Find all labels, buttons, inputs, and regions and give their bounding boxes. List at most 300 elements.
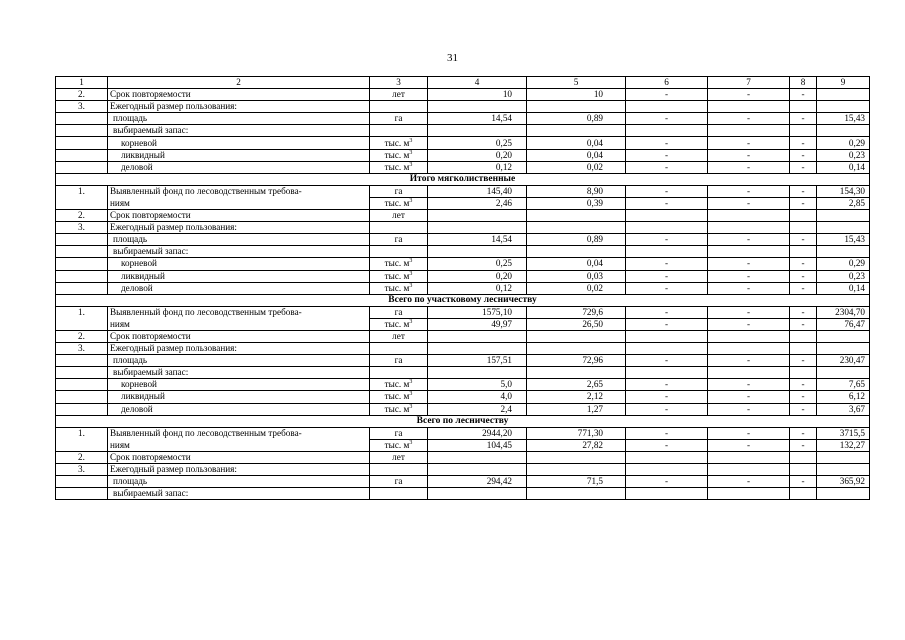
unit-cell bbox=[370, 367, 428, 379]
row-number-cell: 1. bbox=[56, 427, 108, 439]
value-cell bbox=[626, 210, 708, 222]
row-number-cell bbox=[56, 113, 108, 125]
column-number-header-row bbox=[56, 77, 870, 89]
value-cell: 14,54 bbox=[428, 234, 527, 246]
table-row bbox=[56, 427, 870, 439]
value-cell: 729,6 bbox=[527, 306, 626, 318]
indicator-cell: Выявленный фонд по лесоводственным требова- bbox=[108, 306, 370, 318]
value-cell bbox=[428, 101, 527, 113]
unit-base: тыс. м bbox=[384, 391, 410, 402]
value-cell bbox=[626, 488, 708, 500]
value-cell: 5,0 bbox=[428, 379, 527, 391]
value-cell bbox=[428, 367, 527, 379]
value-cell: 2,85 bbox=[817, 197, 870, 209]
unit-cell bbox=[370, 197, 428, 209]
value-cell: - bbox=[626, 391, 708, 403]
value-cell bbox=[817, 125, 870, 137]
value-cell: - bbox=[708, 439, 790, 451]
table-row bbox=[56, 89, 870, 101]
value-cell: - bbox=[626, 403, 708, 415]
table-row bbox=[56, 258, 870, 270]
value-cell: - bbox=[790, 185, 817, 197]
value-cell: - bbox=[708, 282, 790, 294]
section-heading: Всего по лесничеству bbox=[56, 415, 870, 427]
value-cell bbox=[790, 451, 817, 463]
unit-cell: га bbox=[370, 306, 428, 318]
value-cell: - bbox=[626, 137, 708, 149]
value-cell: - bbox=[790, 137, 817, 149]
row-number-cell bbox=[56, 258, 108, 270]
unit-cell: лет bbox=[370, 330, 428, 342]
indicator-cell: деловой bbox=[108, 403, 370, 415]
value-cell bbox=[817, 246, 870, 258]
table-row bbox=[56, 403, 870, 415]
unit-superscript: 3 bbox=[409, 270, 413, 277]
value-cell: 0,20 bbox=[428, 270, 527, 282]
table-row bbox=[56, 464, 870, 476]
value-cell bbox=[708, 210, 790, 222]
unit-cell: га bbox=[370, 355, 428, 367]
indicator-cell: Срок повторяемости bbox=[108, 89, 370, 101]
unit-cell bbox=[370, 403, 428, 415]
value-cell: 3715,5 bbox=[817, 427, 870, 439]
value-cell bbox=[527, 451, 626, 463]
value-cell: 2,46 bbox=[428, 197, 527, 209]
value-cell bbox=[428, 246, 527, 258]
unit-superscript: 3 bbox=[409, 379, 413, 386]
value-cell: - bbox=[790, 379, 817, 391]
value-cell: - bbox=[790, 197, 817, 209]
indicator-cell: Ежегодный размер пользования: bbox=[108, 343, 370, 355]
value-cell: - bbox=[626, 185, 708, 197]
value-cell bbox=[708, 343, 790, 355]
value-cell: - bbox=[708, 318, 790, 330]
indicator-cell: Ежегодный размер пользования: bbox=[108, 101, 370, 113]
value-cell: 0,23 bbox=[817, 270, 870, 282]
value-cell: - bbox=[790, 306, 817, 318]
table-row bbox=[56, 222, 870, 234]
table-row bbox=[56, 391, 870, 403]
unit-base: тыс. м bbox=[384, 149, 410, 160]
value-cell: - bbox=[708, 403, 790, 415]
unit-base: тыс. м bbox=[384, 197, 410, 208]
indicator-cell: ликвидный bbox=[108, 149, 370, 161]
value-cell: 72,96 bbox=[527, 355, 626, 367]
value-cell: - bbox=[708, 391, 790, 403]
value-cell: 0,04 bbox=[527, 149, 626, 161]
value-cell: - bbox=[626, 282, 708, 294]
value-cell: - bbox=[790, 113, 817, 125]
indicator-cell: выбираемый запас: bbox=[108, 246, 370, 258]
value-cell: - bbox=[708, 355, 790, 367]
value-cell bbox=[626, 464, 708, 476]
unit-cell bbox=[370, 391, 428, 403]
unit-cell bbox=[370, 222, 428, 234]
value-cell: 771,30 bbox=[527, 427, 626, 439]
value-cell: 1575,10 bbox=[428, 306, 527, 318]
value-cell bbox=[527, 246, 626, 258]
indicator-cell: Выявленный фонд по лесоводственным требова- bbox=[108, 427, 370, 439]
unit-superscript: 3 bbox=[409, 137, 413, 144]
table-row bbox=[56, 439, 870, 451]
row-number-cell bbox=[56, 197, 108, 209]
row-number-cell: 3. bbox=[56, 464, 108, 476]
indicator-cell: выбираемый запас: bbox=[108, 488, 370, 500]
value-cell: 0,25 bbox=[428, 137, 527, 149]
column-number-cell: 7 bbox=[708, 77, 790, 89]
unit-base: тыс. м bbox=[384, 439, 410, 450]
value-cell: - bbox=[626, 379, 708, 391]
value-cell: 0,02 bbox=[527, 282, 626, 294]
value-cell: 0,12 bbox=[428, 161, 527, 173]
row-number-cell: 1. bbox=[56, 306, 108, 318]
value-cell bbox=[817, 451, 870, 463]
value-cell bbox=[527, 488, 626, 500]
value-cell bbox=[708, 125, 790, 137]
value-cell bbox=[708, 464, 790, 476]
unit-cell: га bbox=[370, 185, 428, 197]
value-cell: - bbox=[790, 89, 817, 101]
value-cell bbox=[790, 343, 817, 355]
value-cell: 1,27 bbox=[527, 403, 626, 415]
value-cell bbox=[428, 210, 527, 222]
row-number-cell: 1. bbox=[56, 185, 108, 197]
value-cell: - bbox=[708, 476, 790, 488]
value-cell: 8,90 bbox=[527, 185, 626, 197]
value-cell bbox=[790, 101, 817, 113]
value-cell: - bbox=[626, 113, 708, 125]
value-cell: 26,50 bbox=[527, 318, 626, 330]
value-cell bbox=[428, 488, 527, 500]
table-body bbox=[56, 77, 870, 500]
table-row bbox=[56, 451, 870, 463]
value-cell bbox=[527, 367, 626, 379]
value-cell bbox=[428, 464, 527, 476]
table-row bbox=[56, 330, 870, 342]
indicator-cell: площадь bbox=[108, 476, 370, 488]
value-cell: 0,23 bbox=[817, 149, 870, 161]
unit-cell: лет bbox=[370, 451, 428, 463]
value-cell: 0,04 bbox=[527, 258, 626, 270]
value-cell: - bbox=[790, 427, 817, 439]
value-cell: 6,12 bbox=[817, 391, 870, 403]
indicator-cell: Срок повторяемости bbox=[108, 210, 370, 222]
value-cell: 0,29 bbox=[817, 137, 870, 149]
row-number-cell bbox=[56, 488, 108, 500]
value-cell bbox=[626, 222, 708, 234]
row-number-cell: 3. bbox=[56, 101, 108, 113]
unit-base: тыс. м bbox=[384, 282, 410, 293]
value-cell: - bbox=[790, 234, 817, 246]
row-number-cell bbox=[56, 282, 108, 294]
indicator-cell: ниям bbox=[108, 318, 370, 330]
indicator-cell: площадь bbox=[108, 234, 370, 246]
unit-cell bbox=[370, 258, 428, 270]
value-cell: 0,02 bbox=[527, 161, 626, 173]
value-cell bbox=[527, 101, 626, 113]
table-row bbox=[56, 476, 870, 488]
value-cell: 294,42 bbox=[428, 476, 527, 488]
row-number-cell bbox=[56, 355, 108, 367]
value-cell: 4,0 bbox=[428, 391, 527, 403]
page-number: 31 bbox=[447, 52, 458, 64]
value-cell bbox=[428, 222, 527, 234]
column-number-cell: 5 bbox=[527, 77, 626, 89]
value-cell: 2,12 bbox=[527, 391, 626, 403]
unit-cell bbox=[370, 149, 428, 161]
table-row bbox=[56, 234, 870, 246]
value-cell: - bbox=[708, 89, 790, 101]
table-row bbox=[56, 113, 870, 125]
value-cell: 3,67 bbox=[817, 403, 870, 415]
value-cell bbox=[527, 464, 626, 476]
unit-cell bbox=[370, 439, 428, 451]
value-cell: - bbox=[626, 89, 708, 101]
unit-superscript: 3 bbox=[409, 149, 413, 156]
value-cell: 49,97 bbox=[428, 318, 527, 330]
value-cell: - bbox=[790, 258, 817, 270]
value-cell: - bbox=[626, 318, 708, 330]
unit-cell: лет bbox=[370, 89, 428, 101]
unit-cell bbox=[370, 488, 428, 500]
unit-cell: га bbox=[370, 234, 428, 246]
value-cell: - bbox=[708, 234, 790, 246]
unit-superscript: 3 bbox=[409, 282, 413, 289]
unit-base: тыс. м bbox=[384, 318, 410, 329]
value-cell: - bbox=[708, 137, 790, 149]
value-cell bbox=[790, 246, 817, 258]
unit-superscript: 3 bbox=[409, 318, 413, 325]
indicator-cell: Срок повторяемости bbox=[108, 330, 370, 342]
value-cell: 15,43 bbox=[817, 113, 870, 125]
indicator-cell: площадь bbox=[108, 113, 370, 125]
unit-base: тыс. м bbox=[384, 403, 410, 414]
row-number-cell: 3. bbox=[56, 222, 108, 234]
row-number-cell: 2. bbox=[56, 451, 108, 463]
row-number-cell: 2. bbox=[56, 330, 108, 342]
column-number-cell: 9 bbox=[817, 77, 870, 89]
value-cell: - bbox=[626, 197, 708, 209]
section-heading-row bbox=[56, 415, 870, 427]
value-cell: - bbox=[626, 234, 708, 246]
section-heading: Итого мягколиственные bbox=[56, 173, 870, 185]
value-cell bbox=[527, 210, 626, 222]
row-number-cell bbox=[56, 270, 108, 282]
value-cell: 0,29 bbox=[817, 258, 870, 270]
unit-cell: лет bbox=[370, 210, 428, 222]
unit-cell bbox=[370, 379, 428, 391]
value-cell bbox=[817, 367, 870, 379]
unit-base: тыс. м bbox=[384, 137, 410, 148]
value-cell: 0,14 bbox=[817, 161, 870, 173]
value-cell: - bbox=[790, 149, 817, 161]
value-cell bbox=[790, 125, 817, 137]
value-cell: 0,20 bbox=[428, 149, 527, 161]
row-number-cell bbox=[56, 234, 108, 246]
value-cell: - bbox=[626, 355, 708, 367]
value-cell: 157,51 bbox=[428, 355, 527, 367]
indicator-cell: корневой bbox=[108, 137, 370, 149]
value-cell: - bbox=[790, 355, 817, 367]
value-cell: - bbox=[708, 379, 790, 391]
value-cell: - bbox=[626, 258, 708, 270]
row-number-cell bbox=[56, 246, 108, 258]
table-row bbox=[56, 318, 870, 330]
indicator-cell: ниям bbox=[108, 439, 370, 451]
table-row bbox=[56, 185, 870, 197]
unit-cell: га bbox=[370, 476, 428, 488]
value-cell: - bbox=[790, 439, 817, 451]
value-cell bbox=[817, 101, 870, 113]
value-cell: 27,82 bbox=[527, 439, 626, 451]
column-number-cell: 3 bbox=[370, 77, 428, 89]
value-cell bbox=[708, 101, 790, 113]
value-cell bbox=[817, 464, 870, 476]
value-cell bbox=[790, 464, 817, 476]
value-cell: 0,03 bbox=[527, 270, 626, 282]
unit-cell bbox=[370, 161, 428, 173]
value-cell bbox=[790, 367, 817, 379]
value-cell: - bbox=[790, 318, 817, 330]
value-cell: - bbox=[708, 306, 790, 318]
unit-cell bbox=[370, 246, 428, 258]
table-row bbox=[56, 379, 870, 391]
value-cell: 104,45 bbox=[428, 439, 527, 451]
value-cell: 0,14 bbox=[817, 282, 870, 294]
value-cell: - bbox=[708, 161, 790, 173]
row-number-cell bbox=[56, 476, 108, 488]
value-cell bbox=[817, 343, 870, 355]
value-cell bbox=[817, 330, 870, 342]
value-cell: 0,12 bbox=[428, 282, 527, 294]
row-number-cell bbox=[56, 137, 108, 149]
table-row bbox=[56, 246, 870, 258]
value-cell bbox=[790, 222, 817, 234]
value-cell: - bbox=[708, 258, 790, 270]
value-cell: 2,65 bbox=[527, 379, 626, 391]
value-cell bbox=[527, 343, 626, 355]
value-cell bbox=[626, 101, 708, 113]
column-number-cell: 2 bbox=[108, 77, 370, 89]
value-cell bbox=[527, 222, 626, 234]
row-number-cell: 3. bbox=[56, 343, 108, 355]
value-cell bbox=[428, 330, 527, 342]
indicator-cell: деловой bbox=[108, 161, 370, 173]
table-row bbox=[56, 367, 870, 379]
table-row bbox=[56, 149, 870, 161]
value-cell bbox=[428, 125, 527, 137]
unit-superscript: 3 bbox=[409, 258, 413, 265]
value-cell: 0,89 bbox=[527, 113, 626, 125]
value-cell: 145,40 bbox=[428, 185, 527, 197]
unit-cell bbox=[370, 318, 428, 330]
value-cell: 154,30 bbox=[817, 185, 870, 197]
indicator-cell: Срок повторяемости bbox=[108, 451, 370, 463]
value-cell: - bbox=[626, 427, 708, 439]
table-row bbox=[56, 125, 870, 137]
value-cell: 2944,20 bbox=[428, 427, 527, 439]
row-number-cell bbox=[56, 161, 108, 173]
value-cell: - bbox=[790, 391, 817, 403]
unit-cell: га bbox=[370, 427, 428, 439]
value-cell: 2,4 bbox=[428, 403, 527, 415]
row-number-cell: 2. bbox=[56, 210, 108, 222]
indicator-cell: корневой bbox=[108, 379, 370, 391]
value-cell: - bbox=[708, 113, 790, 125]
row-number-cell bbox=[56, 403, 108, 415]
table-row bbox=[56, 343, 870, 355]
indicator-cell: Ежегодный размер пользования: bbox=[108, 464, 370, 476]
value-cell: - bbox=[626, 476, 708, 488]
table-row bbox=[56, 488, 870, 500]
value-cell: - bbox=[626, 439, 708, 451]
value-cell bbox=[790, 488, 817, 500]
indicator-cell: деловой bbox=[108, 282, 370, 294]
row-number-cell bbox=[56, 439, 108, 451]
value-cell: - bbox=[626, 161, 708, 173]
value-cell bbox=[708, 451, 790, 463]
indicator-cell: ниям bbox=[108, 197, 370, 209]
unit-base: тыс. м bbox=[384, 161, 410, 172]
section-heading-row bbox=[56, 294, 870, 306]
unit-superscript: 3 bbox=[409, 197, 413, 204]
column-number-cell: 8 bbox=[790, 77, 817, 89]
unit-base: тыс. м bbox=[384, 270, 410, 281]
row-number-cell bbox=[56, 391, 108, 403]
value-cell bbox=[817, 89, 870, 101]
value-cell: - bbox=[790, 161, 817, 173]
table-row bbox=[56, 355, 870, 367]
value-cell: 7,65 bbox=[817, 379, 870, 391]
column-number-cell: 6 bbox=[626, 77, 708, 89]
table-row bbox=[56, 101, 870, 113]
value-cell bbox=[626, 367, 708, 379]
value-cell: 0,25 bbox=[428, 258, 527, 270]
table-row bbox=[56, 270, 870, 282]
value-cell bbox=[817, 488, 870, 500]
value-cell: - bbox=[708, 197, 790, 209]
unit-superscript: 3 bbox=[409, 161, 413, 168]
value-cell bbox=[817, 222, 870, 234]
unit-cell bbox=[370, 125, 428, 137]
row-number-cell bbox=[56, 318, 108, 330]
indicator-cell: корневой bbox=[108, 258, 370, 270]
value-cell: 2304,70 bbox=[817, 306, 870, 318]
value-cell: - bbox=[708, 149, 790, 161]
value-cell: - bbox=[626, 270, 708, 282]
value-cell bbox=[708, 367, 790, 379]
unit-base: тыс. м bbox=[384, 258, 410, 269]
value-cell: 71,5 bbox=[527, 476, 626, 488]
value-cell bbox=[790, 210, 817, 222]
column-number-cell: 4 bbox=[428, 77, 527, 89]
indicator-cell: Ежегодный размер пользования: bbox=[108, 222, 370, 234]
row-number-cell: 2. bbox=[56, 89, 108, 101]
section-heading-row bbox=[56, 173, 870, 185]
value-cell: - bbox=[790, 476, 817, 488]
unit-cell bbox=[370, 464, 428, 476]
row-number-cell bbox=[56, 379, 108, 391]
value-cell: 14,54 bbox=[428, 113, 527, 125]
value-cell bbox=[626, 330, 708, 342]
value-cell: 0,89 bbox=[527, 234, 626, 246]
value-cell bbox=[708, 222, 790, 234]
value-cell bbox=[527, 125, 626, 137]
row-number-cell bbox=[56, 125, 108, 137]
indicator-cell: выбираемый запас: bbox=[108, 367, 370, 379]
unit-superscript: 3 bbox=[409, 403, 413, 410]
value-cell bbox=[708, 488, 790, 500]
